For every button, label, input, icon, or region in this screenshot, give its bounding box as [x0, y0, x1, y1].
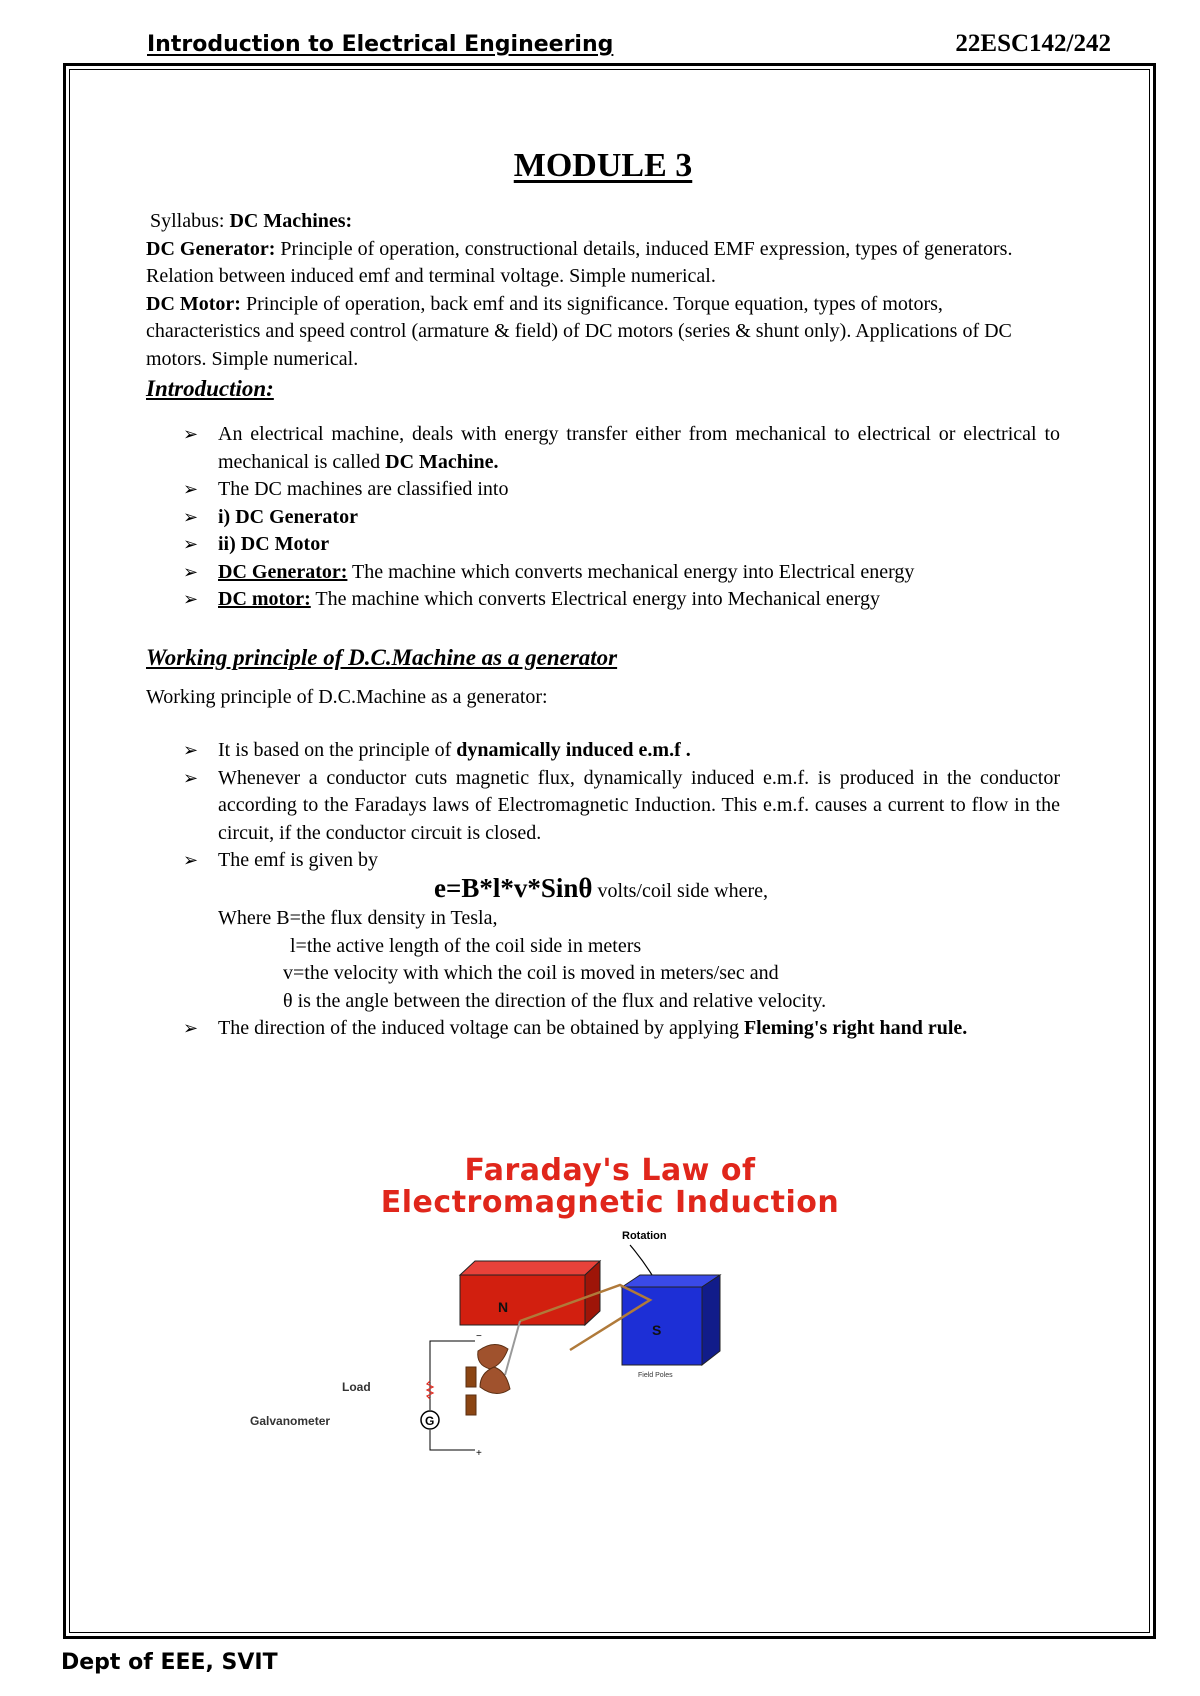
emf-formula-line [146, 872, 1060, 906]
list-item [146, 737, 1060, 765]
list-item-label: DC motor: [218, 588, 311, 610]
header-course-code: 22ESC142/242 [955, 30, 1111, 57]
list-item [146, 586, 1060, 614]
definition-velocity: v=the velocity with which the coil is moved in meters/sec and [283, 962, 779, 984]
north-label: N [498, 1299, 509, 1315]
list-item [146, 504, 1060, 532]
syllabus-generator [146, 236, 1060, 291]
arrow-bullet-icon: ➢ [183, 534, 199, 555]
north-pole-magnet [460, 1261, 600, 1325]
emf-formula: e=B*l*v*Sinθ [434, 872, 593, 903]
list-item-label: DC Generator: [218, 560, 348, 583]
page-content [146, 146, 1060, 1043]
arrow-bullet-icon: ➢ [183, 506, 199, 528]
working-principle-heading: Working principle of D.C.Machine as a generator [146, 644, 618, 670]
definition-length: l=the active length of the coil side in meters [290, 934, 642, 957]
arrow-bullet-icon: ➢ [183, 424, 199, 445]
syllabus-generator-text: Principle of operation, constructional details, induced EMF expression, types of generators. Relation between induced emf and terminal voltage. Simple numerical. [146, 237, 1013, 287]
list-item [146, 1015, 1060, 1043]
list-item [146, 421, 1060, 476]
list-item-bold: ii) DC Motor [218, 533, 330, 555]
working-principle-list-end [146, 1015, 1060, 1043]
header-course-title: Introduction to Electrical Engineering [147, 32, 614, 57]
figure-title-line1: Faraday's Law of [464, 1153, 756, 1188]
list-item-bold: DC Machine. [385, 450, 499, 473]
emf-formula-suffix: volts/coil side where, [592, 879, 769, 902]
arrow-bullet-icon: ➢ [183, 740, 199, 761]
list-item-text: The direction of the induced voltage can be obtained by applying [218, 1017, 744, 1039]
footer-department: Dept of EEE, SVIT [61, 1650, 278, 1675]
rotation-label: Rotation [622, 1230, 667, 1242]
list-item-text: The machine which converts Electrical energy into Mechanical energy [310, 588, 880, 610]
arrow-bullet-icon: ➢ [183, 1018, 199, 1039]
list-item-text: The emf is given by [218, 849, 378, 871]
minus-terminal: − [476, 1331, 482, 1342]
list-item [146, 765, 1060, 848]
syllabus-block [146, 208, 1060, 373]
generator-diagram [250, 1155, 950, 1459]
syllabus-motor-text: Principle of operation, back emf and its significance. Torque equation, types of motors, characteristics and speed control (armature & field) of DC motors (series & shunt only). Applications of DC motors. Simple numerical. [146, 292, 1012, 370]
syllabus-lead [146, 208, 1060, 236]
arrow-bullet-icon: ➢ [183, 767, 199, 789]
introduction-heading: Introduction: [146, 376, 274, 401]
faraday-law-figure [250, 1153, 950, 1459]
load-label: Load [342, 1380, 371, 1394]
arrow-bullet-icon: ➢ [183, 479, 199, 500]
arrow-bullet-icon: ➢ [183, 850, 199, 871]
south-label: S [652, 1322, 662, 1338]
list-item-text: An electrical machine, deals with energy transfer either from mechanical to electrical or electrical to mechanical is called [218, 423, 1060, 473]
list-item [146, 847, 1060, 875]
list-item [146, 531, 1060, 559]
list-item [146, 476, 1060, 504]
south-pole-magnet [622, 1275, 720, 1379]
list-item-bold: Fleming's right hand rule. [743, 1017, 968, 1039]
module-title: MODULE 3 [513, 147, 693, 184]
list-item-bold: i) DC Generator [218, 505, 358, 528]
list-item-text: The DC machines are classified into [218, 478, 509, 500]
rotation-arrow-icon [630, 1245, 652, 1275]
syllabus-lead-bold: DC Machines: [229, 210, 353, 232]
syllabus-lead-text: Syllabus: [150, 210, 230, 232]
list-item-text: The machine which converts mechanical energy into Electrical energy [347, 560, 915, 583]
list-item-text: Whenever a conductor cuts magnetic flux, dynamically induced e.m.f. is produced in the conductor according to the Faradays laws of Electromagnetic Induction. This e.m.f. causes a current to flow in the circuit, if the conductor circuit is closed. [218, 766, 1060, 844]
introduction-list [146, 421, 1060, 614]
arrow-bullet-icon: ➢ [183, 589, 199, 610]
definition-flux: Where B=the flux density in Tesla, [218, 907, 498, 929]
list-item [146, 559, 1060, 587]
syllabus-generator-label: DC Generator: [146, 237, 276, 260]
galvanometer-symbol: G [425, 1414, 435, 1428]
arrow-bullet-icon: ➢ [183, 561, 199, 583]
definition-angle: θ is the angle between the direction of the flux and relative velocity. [283, 989, 827, 1012]
figure-title-line2: Electromagnetic Induction [380, 1185, 840, 1220]
syllabus-motor [146, 291, 1060, 374]
list-item-bold: dynamically induced e.m.f . [456, 739, 691, 761]
syllabus-motor-label: DC Motor: [146, 292, 241, 315]
list-item-text: It is based on the principle of [218, 739, 457, 761]
working-principle-list [146, 737, 1060, 875]
galvanometer-label: Galvanometer [250, 1414, 331, 1428]
commutator [466, 1344, 510, 1415]
working-principle-intro: Working principle of D.C.Machine as a generator: [146, 685, 548, 708]
field-poles-label: Field Poles [638, 1372, 673, 1379]
plus-terminal: + [476, 1448, 482, 1459]
